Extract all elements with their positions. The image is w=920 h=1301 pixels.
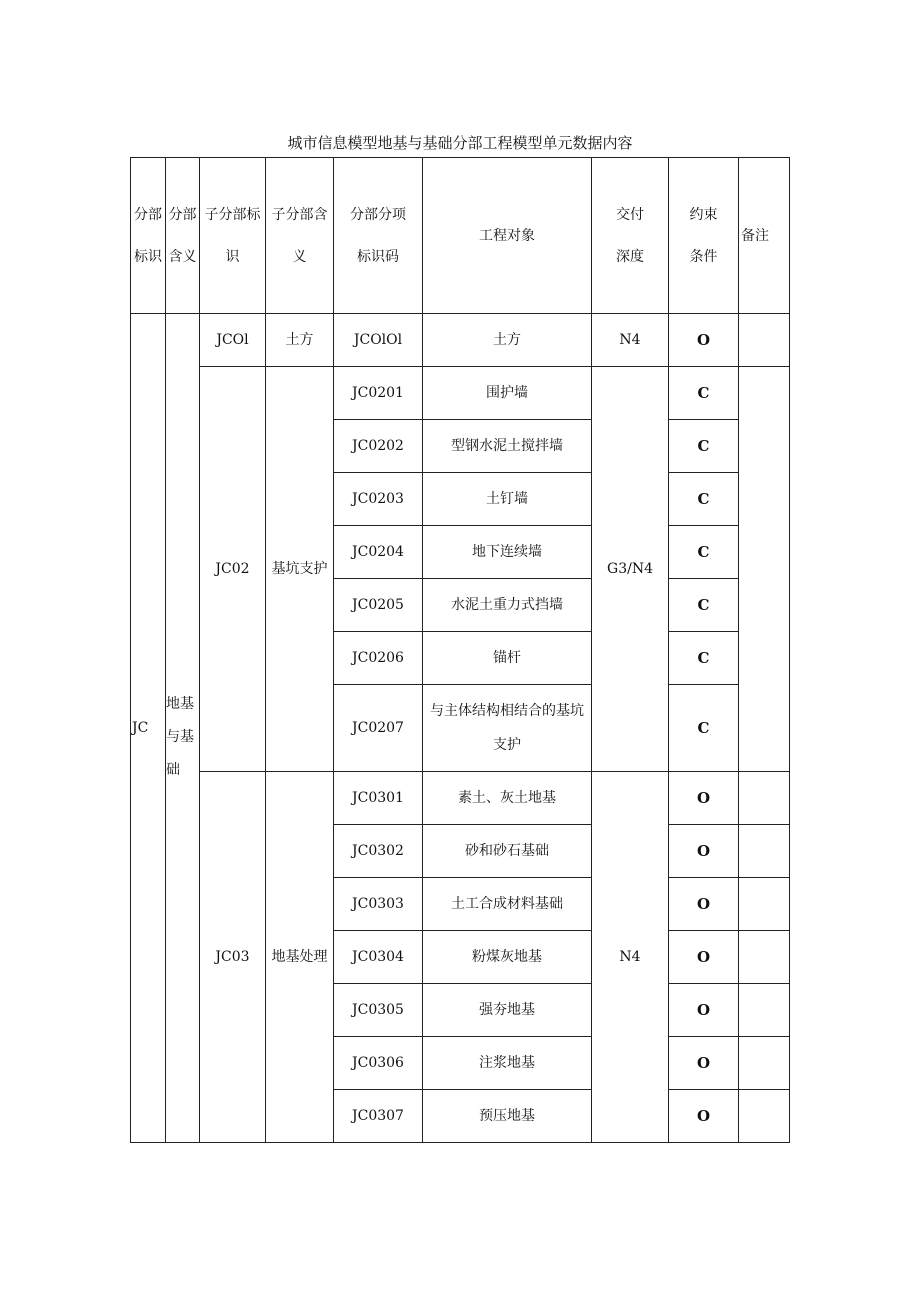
constraint: O [669,1037,739,1090]
remark [739,1090,790,1143]
data-table [130,157,790,1143]
object: 地下连续墙 [423,526,592,579]
header-object: 工程对象 [423,158,592,314]
subdivision-meaning: 地基处理 [266,772,334,1143]
header-division-meaning: 分部含义 [166,158,200,314]
remark [739,878,790,931]
constraint: C [669,420,739,473]
object: 围护墙 [423,367,592,420]
header-remark: 备注 [739,158,790,314]
constraint: O [669,1090,739,1143]
division-meaning: 地基与基础 [166,696,194,778]
constraint: C [669,632,739,685]
item-code: JC0207 [334,685,423,772]
constraint: O [669,931,739,984]
object: 强夯地基 [423,984,592,1037]
table-row [131,772,790,825]
remark [739,314,790,367]
subdivision-meaning: 基坑支护 [266,367,334,772]
remark [739,1037,790,1090]
depth: N4 [592,772,669,1143]
object: 锚杆 [423,632,592,685]
table-row [131,314,790,367]
remark [739,825,790,878]
item-code: JC0305 [334,984,423,1037]
subdivision-code: JC02 [200,367,266,772]
constraint: O [669,878,739,931]
object: 砂和砂石基础 [423,825,592,878]
object: 素土、灰土地基 [423,772,592,825]
remark [739,984,790,1037]
remark [739,931,790,984]
constraint: C [669,579,739,632]
item-code: JC0201 [334,367,423,420]
object: 水泥土重力式挡墙 [423,579,592,632]
depth: N4 [592,314,669,367]
table-row [131,367,790,420]
remark [739,772,790,825]
item-code: JC0206 [334,632,423,685]
division-code: JC [131,314,166,1143]
object: 土工合成材料基础 [423,878,592,931]
item-code: JC0205 [334,579,423,632]
item-code: JC0303 [334,878,423,931]
item-code: JC0307 [334,1090,423,1143]
header-item-code: 分部分项标识码 [334,158,423,314]
item-code: JCOlOl [334,314,423,367]
item-code: JC0203 [334,473,423,526]
constraint: O [669,772,739,825]
object: 型钢水泥土搅拌墙 [423,420,592,473]
object: 粉煤灰地基 [423,931,592,984]
remark [739,367,790,772]
item-code: JC0204 [334,526,423,579]
constraint: O [669,984,739,1037]
subdivision-meaning: 土方 [266,314,334,367]
item-code: JC0304 [334,931,423,984]
division-meaning-spacer-bottom [166,825,200,1143]
subdivision-code: JCOl [200,314,266,367]
header-depth: 交付深度 [592,158,669,314]
header-constraint: 约束条件 [669,158,739,314]
constraint: C [669,526,739,579]
item-code: JC0202 [334,420,423,473]
page-title: 城市信息模型地基与基础分部工程模型单元数据内容 [287,134,633,152]
depth: G3/N4 [592,367,669,772]
subdivision-code: JC03 [200,772,266,1143]
object: 土钉墙 [423,473,592,526]
constraint: C [669,473,739,526]
object: 预压地基 [423,1090,592,1143]
constraint: O [669,825,739,878]
header-subdivision-meaning: 子分部含义 [266,158,334,314]
constraint: C [669,685,739,772]
item-code: JC0301 [334,772,423,825]
header-row [131,158,790,314]
object: 注浆地基 [423,1037,592,1090]
header-subdivision-code: 子分部标识 [200,158,266,314]
header-division-code: 分部标识 [131,158,166,314]
object: 土方 [423,314,592,367]
constraint: C [669,367,739,420]
item-code: JC0302 [334,825,423,878]
constraint: O [669,314,739,367]
object: 与主体结构相结合的基坑支护 [423,685,592,772]
item-code: JC0306 [334,1037,423,1090]
